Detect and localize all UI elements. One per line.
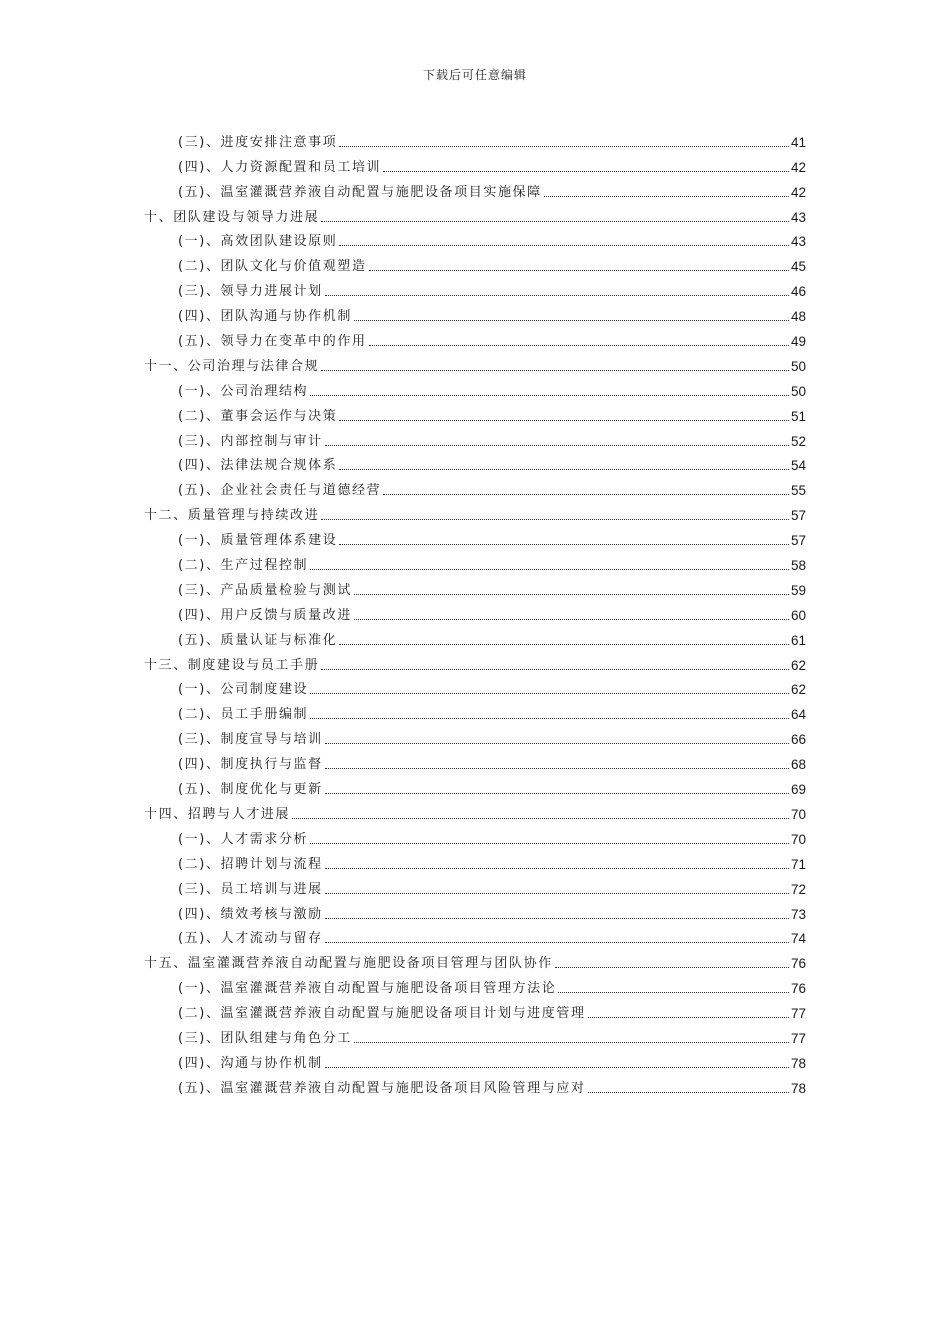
toc-dot-leader — [383, 171, 789, 172]
toc-entry[interactable] — [144, 375, 806, 400]
toc-entry[interactable] — [144, 350, 806, 375]
table-of-contents — [144, 126, 806, 1097]
toc-entry[interactable] — [144, 1047, 806, 1072]
toc-dot-leader — [354, 594, 789, 595]
toc-entry[interactable] — [144, 126, 806, 151]
toc-entry-title: (二)、董事会运作与决策 — [178, 408, 338, 424]
toc-entry-page-number: 62 — [790, 682, 806, 698]
toc-dot-leader — [325, 942, 789, 943]
toc-entry-title: (二)、员工手册编制 — [178, 707, 309, 723]
toc-dot-leader — [321, 519, 789, 520]
toc-entry-title: (二)、生产过程控制 — [178, 558, 309, 574]
toc-entry-title: (二)、招聘计划与流程 — [178, 856, 323, 872]
toc-dot-leader — [325, 893, 789, 894]
toc-entry-title: (五)、质量认证与标准化 — [178, 632, 338, 648]
toc-entry-page-number: 42 — [790, 184, 806, 200]
toc-entry-title: 十一、公司治理与法律合规 — [144, 358, 320, 374]
toc-entry-title: (四)、团队沟通与协作机制 — [178, 309, 352, 325]
toc-entry-page-number: 69 — [790, 782, 806, 798]
toc-entry-title: (五)、制度优化与更新 — [178, 782, 323, 798]
toc-entry[interactable] — [144, 499, 806, 524]
toc-entry-page-number: 45 — [790, 259, 806, 275]
toc-dot-leader — [339, 644, 789, 645]
toc-dot-leader — [339, 544, 789, 545]
toc-dot-leader — [354, 1042, 789, 1043]
toc-entry-page-number: 68 — [790, 757, 806, 773]
toc-entry[interactable] — [144, 400, 806, 425]
toc-dot-leader — [310, 395, 789, 396]
toc-entry-page-number: 66 — [790, 732, 806, 748]
toc-entry-title: (四)、法律法规合规体系 — [178, 458, 338, 474]
toc-dot-leader — [339, 146, 789, 147]
toc-entry-page-number: 77 — [790, 1030, 806, 1046]
toc-entry-title: (三)、领导力进展计划 — [178, 284, 323, 300]
toc-entry-page-number: 48 — [790, 309, 806, 325]
toc-entry[interactable] — [144, 873, 806, 898]
toc-entry-title: (一)、人才需求分析 — [178, 831, 309, 847]
toc-entry-page-number: 49 — [790, 334, 806, 350]
toc-entry-title: 十五、温室灌溉营养液自动配置与施肥设备项目管理与团队协作 — [144, 956, 553, 972]
toc-entry-page-number: 58 — [790, 558, 806, 574]
toc-dot-leader — [321, 370, 789, 371]
toc-entry[interactable] — [144, 201, 806, 226]
toc-entry-page-number: 62 — [790, 657, 806, 673]
toc-entry-page-number: 42 — [790, 159, 806, 175]
toc-entry[interactable] — [144, 624, 806, 649]
toc-dot-leader — [325, 793, 789, 794]
toc-entry-page-number: 59 — [790, 582, 806, 598]
toc-entry[interactable] — [144, 947, 806, 972]
toc-entry-title: (三)、员工培训与进展 — [178, 881, 323, 897]
toc-dot-leader — [544, 196, 789, 197]
toc-entry-page-number: 54 — [790, 458, 806, 474]
toc-entry[interactable] — [144, 450, 806, 475]
toc-dot-leader — [325, 295, 789, 296]
toc-entry-page-number: 78 — [790, 1055, 806, 1071]
toc-dot-leader — [325, 918, 789, 919]
toc-entry-page-number: 51 — [790, 408, 806, 424]
toc-entry-page-number: 46 — [790, 284, 806, 300]
toc-entry-title: (四)、人力资源配置和员工培训 — [178, 159, 382, 175]
toc-entry-title: (一)、温室灌溉营养液自动配置与施肥设备项目管理方法论 — [178, 981, 557, 997]
toc-entry[interactable] — [144, 300, 806, 325]
toc-entry[interactable] — [144, 997, 806, 1022]
toc-dot-leader — [369, 270, 789, 271]
toc-entry[interactable] — [144, 923, 806, 948]
toc-entry-title: (一)、高效团队建设原则 — [178, 234, 338, 250]
toc-dot-leader — [558, 992, 789, 993]
toc-entry-page-number: 78 — [790, 1080, 806, 1096]
toc-dot-leader — [292, 818, 789, 819]
toc-entry-title: (五)、领导力在变革中的作用 — [178, 334, 367, 350]
toc-entry[interactable] — [144, 798, 806, 823]
toc-entry[interactable] — [144, 1022, 806, 1047]
toc-entry-title: (二)、团队文化与价值观塑造 — [178, 259, 367, 275]
toc-dot-leader — [339, 420, 789, 421]
toc-entry[interactable] — [144, 823, 806, 848]
toc-entry[interactable] — [144, 176, 806, 201]
toc-dot-leader — [321, 221, 789, 222]
toc-entry-page-number: 72 — [790, 881, 806, 897]
toc-entry-title: (三)、制度宣导与培训 — [178, 732, 323, 748]
toc-entry-page-number: 70 — [790, 806, 806, 822]
toc-entry-page-number: 57 — [790, 533, 806, 549]
toc-entry-page-number: 73 — [790, 906, 806, 922]
toc-entry[interactable] — [144, 848, 806, 873]
toc-entry-title: 十四、招聘与人才进展 — [144, 806, 291, 822]
toc-dot-leader — [310, 843, 789, 844]
toc-dot-leader — [354, 619, 789, 620]
toc-entry-title: (一)、质量管理体系建设 — [178, 533, 338, 549]
toc-dot-leader — [325, 743, 789, 744]
toc-dot-leader — [555, 967, 789, 968]
toc-dot-leader — [325, 868, 789, 869]
toc-entry-title: (三)、进度安排注意事项 — [178, 134, 338, 150]
toc-entry[interactable] — [144, 723, 806, 748]
toc-entry-title: (五)、企业社会责任与道德经营 — [178, 483, 382, 499]
toc-entry-page-number: 55 — [790, 483, 806, 499]
toc-entry-title: (三)、内部控制与审计 — [178, 433, 323, 449]
toc-dot-leader — [325, 768, 789, 769]
toc-entry-page-number: 43 — [790, 209, 806, 225]
toc-entry-page-number: 64 — [790, 707, 806, 723]
toc-entry-title: (一)、公司治理结构 — [178, 383, 309, 399]
toc-dot-leader — [325, 445, 789, 446]
toc-entry-title: 十三、制度建设与员工手册 — [144, 657, 320, 673]
toc-entry[interactable] — [144, 474, 806, 499]
toc-entry-title: (五)、温室灌溉营养液自动配置与施肥设备项目实施保障 — [178, 184, 542, 200]
toc-entry-title: (二)、温室灌溉营养液自动配置与施肥设备项目计划与进度管理 — [178, 1006, 586, 1022]
toc-dot-leader — [588, 1017, 789, 1018]
toc-entry[interactable] — [144, 972, 806, 997]
toc-dot-leader — [310, 693, 789, 694]
toc-dot-leader — [588, 1092, 789, 1093]
toc-entry[interactable] — [144, 549, 806, 574]
toc-entry[interactable] — [144, 674, 806, 699]
toc-entry[interactable] — [144, 748, 806, 773]
toc-entry[interactable] — [144, 275, 806, 300]
toc-entry-page-number: 41 — [790, 134, 806, 150]
toc-dot-leader — [310, 718, 789, 719]
toc-entry[interactable] — [144, 325, 806, 350]
toc-entry[interactable] — [144, 425, 806, 450]
toc-entry[interactable] — [144, 574, 806, 599]
toc-entry[interactable] — [144, 898, 806, 923]
toc-entry[interactable] — [144, 773, 806, 798]
toc-entry-page-number: 76 — [790, 956, 806, 972]
toc-dot-leader — [383, 494, 789, 495]
toc-dot-leader — [369, 345, 789, 346]
toc-entry-title: (五)、温室灌溉营养液自动配置与施肥设备项目风险管理与应对 — [178, 1080, 586, 1096]
toc-entry-title: (四)、制度执行与监督 — [178, 757, 323, 773]
toc-entry-page-number: 77 — [790, 1006, 806, 1022]
toc-entry-page-number: 74 — [790, 931, 806, 947]
toc-entry-title: (三)、团队组建与角色分工 — [178, 1030, 352, 1046]
toc-entry-title: 十二、质量管理与持续改进 — [144, 508, 320, 524]
toc-entry-page-number: 71 — [790, 856, 806, 872]
toc-entry[interactable] — [144, 1072, 806, 1097]
header-note: 下载后可任意编辑 — [422, 68, 527, 82]
toc-dot-leader — [354, 320, 789, 321]
toc-dot-leader — [310, 569, 789, 570]
toc-entry-page-number: 57 — [790, 508, 806, 524]
toc-entry[interactable] — [144, 524, 806, 549]
toc-entry-page-number: 61 — [790, 632, 806, 648]
toc-entry-page-number: 43 — [790, 234, 806, 250]
toc-entry-title: (五)、人才流动与留存 — [178, 931, 323, 947]
toc-entry[interactable] — [144, 250, 806, 275]
toc-dot-leader — [325, 1067, 789, 1068]
toc-entry-page-number: 50 — [790, 383, 806, 399]
toc-entry-title: (四)、沟通与协作机制 — [178, 1055, 323, 1071]
toc-entry-title: (三)、产品质量检验与测试 — [178, 582, 352, 598]
toc-entry-page-number: 50 — [790, 358, 806, 374]
toc-entry-title: (四)、绩效考核与激励 — [178, 906, 323, 922]
toc-dot-leader — [339, 245, 789, 246]
toc-entry[interactable] — [144, 649, 806, 674]
toc-entry[interactable] — [144, 226, 806, 251]
toc-entry-page-number: 76 — [790, 981, 806, 997]
toc-entry[interactable] — [144, 151, 806, 176]
toc-entry-title: (四)、用户反馈与质量改进 — [178, 607, 352, 623]
toc-entry-title: 十、团队建设与领导力进展 — [144, 209, 320, 225]
toc-entry[interactable] — [144, 698, 806, 723]
toc-entry-page-number: 70 — [790, 831, 806, 847]
toc-entry-title: (一)、公司制度建设 — [178, 682, 309, 698]
toc-entry-page-number: 52 — [790, 433, 806, 449]
toc-entry[interactable] — [144, 599, 806, 624]
toc-dot-leader — [339, 469, 789, 470]
toc-entry-page-number: 60 — [790, 607, 806, 623]
toc-dot-leader — [321, 669, 789, 670]
